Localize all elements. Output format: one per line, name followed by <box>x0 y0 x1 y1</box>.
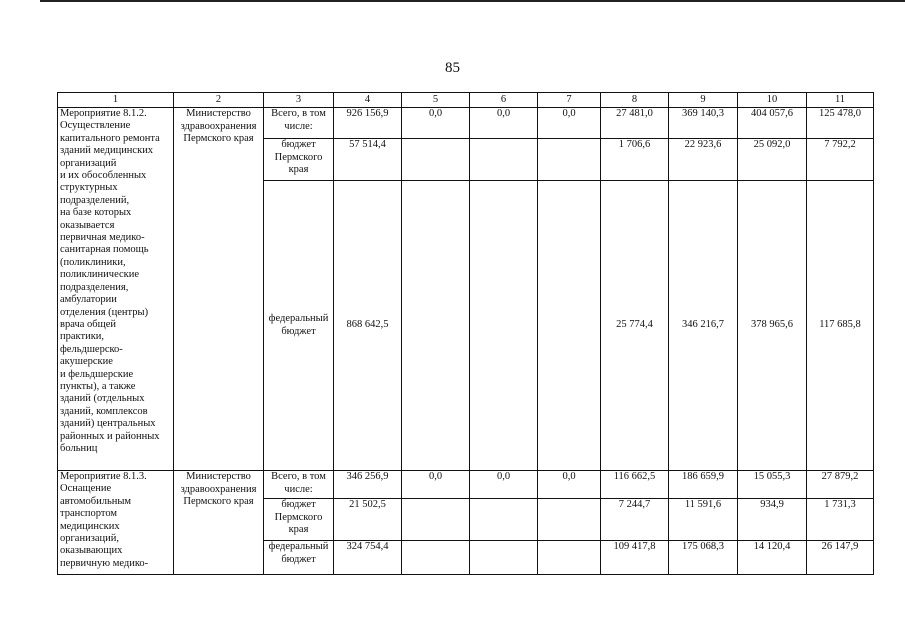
column-number-header: 10 <box>738 93 807 108</box>
amount-cell: 175 068,3 <box>669 541 738 575</box>
amount-cell: 934,9 <box>738 499 807 541</box>
amount-cell: 11 591,6 <box>669 499 738 541</box>
amount-cell <box>470 181 538 471</box>
table-header-row <box>58 93 874 108</box>
column-number-header: 1 <box>58 93 174 108</box>
amount-cell <box>470 499 538 541</box>
amount-cell <box>538 541 601 575</box>
amount-cell: 109 417,8 <box>601 541 669 575</box>
funding-source-cell: федеральный бюджет <box>264 181 334 471</box>
column-number-header: 11 <box>807 93 874 108</box>
amount-cell: 7 244,7 <box>601 499 669 541</box>
amount-cell: 0,0 <box>402 471 470 499</box>
amount-cell: 1 731,3 <box>807 499 874 541</box>
measure-name-cell: Мероприятие 8.1.2. Осуществление капитального ремонта зданий медицинских организаций и их обособленных структурных подразделений, на базе которых оказывается первичная медико- санитарная помощь (поликлиники, поликлинические подразделения, амбулатории отделения (центры) врача общей практики, фельдшерско- акушерские и фельдшерские пункты), а также зданий (отдельных зданий, комплексов зданий) центральных районных и районных больниц <box>58 108 174 471</box>
column-number-header: 7 <box>538 93 601 108</box>
funding-source-cell: Всего, в том числе: <box>264 471 334 499</box>
amount-cell: 26 147,9 <box>807 541 874 575</box>
amount-cell: 926 156,9 <box>334 108 402 139</box>
funding-source-cell: Всего, в том числе: <box>264 108 334 139</box>
amount-cell: 25 092,0 <box>738 139 807 181</box>
amount-cell: 117 685,8 <box>807 181 874 471</box>
column-number-header: 9 <box>669 93 738 108</box>
amount-cell: 25 774,4 <box>601 181 669 471</box>
amount-cell: 404 057,6 <box>738 108 807 139</box>
amount-cell <box>402 181 470 471</box>
amount-cell: 125 478,0 <box>807 108 874 139</box>
column-number-header: 8 <box>601 93 669 108</box>
amount-cell: 369 140,3 <box>669 108 738 139</box>
amount-cell: 0,0 <box>470 108 538 139</box>
amount-cell: 346 256,9 <box>334 471 402 499</box>
column-number-header: 2 <box>174 93 264 108</box>
amount-cell <box>538 499 601 541</box>
amount-cell: 0,0 <box>402 108 470 139</box>
table-row <box>58 471 874 499</box>
amount-cell <box>402 541 470 575</box>
amount-cell: 116 662,5 <box>601 471 669 499</box>
amount-cell: 21 502,5 <box>334 499 402 541</box>
amount-cell: 1 706,6 <box>601 139 669 181</box>
budget-table <box>57 92 874 575</box>
amount-cell: 378 965,6 <box>738 181 807 471</box>
amount-cell: 0,0 <box>470 471 538 499</box>
amount-cell: 868 642,5 <box>334 181 402 471</box>
amount-cell: 57 514,4 <box>334 139 402 181</box>
amount-cell <box>402 499 470 541</box>
column-number-header: 5 <box>402 93 470 108</box>
amount-cell: 27 481,0 <box>601 108 669 139</box>
amount-cell: 7 792,2 <box>807 139 874 181</box>
column-number-header: 4 <box>334 93 402 108</box>
top-border-line <box>40 0 905 2</box>
amount-cell: 324 754,4 <box>334 541 402 575</box>
amount-cell <box>470 541 538 575</box>
amount-cell <box>402 139 470 181</box>
amount-cell: 186 659,9 <box>669 471 738 499</box>
executor-cell: Министерство здравоохранения Пермского края <box>174 108 264 471</box>
funding-source-cell: бюджет Пермского края <box>264 139 334 181</box>
funding-source-cell: федеральный бюджет <box>264 541 334 575</box>
amount-cell: 346 216,7 <box>669 181 738 471</box>
amount-cell: 15 055,3 <box>738 471 807 499</box>
amount-cell <box>538 181 601 471</box>
amount-cell: 0,0 <box>538 471 601 499</box>
amount-cell: 22 923,6 <box>669 139 738 181</box>
executor-cell: Министерство здравоохранения Пермского края <box>174 471 264 575</box>
page-number: 85 <box>445 60 460 76</box>
measure-name-cell: Мероприятие 8.1.3. Оснащение автомобильным транспортом медицинских организаций, оказывающих первичную медико- <box>58 471 174 575</box>
column-number-header: 6 <box>470 93 538 108</box>
column-number-header: 3 <box>264 93 334 108</box>
amount-cell <box>470 139 538 181</box>
table-row <box>58 108 874 139</box>
amount-cell: 27 879,2 <box>807 471 874 499</box>
amount-cell <box>538 139 601 181</box>
funding-source-cell: бюджет Пермского края <box>264 499 334 541</box>
amount-cell: 0,0 <box>538 108 601 139</box>
amount-cell: 14 120,4 <box>738 541 807 575</box>
